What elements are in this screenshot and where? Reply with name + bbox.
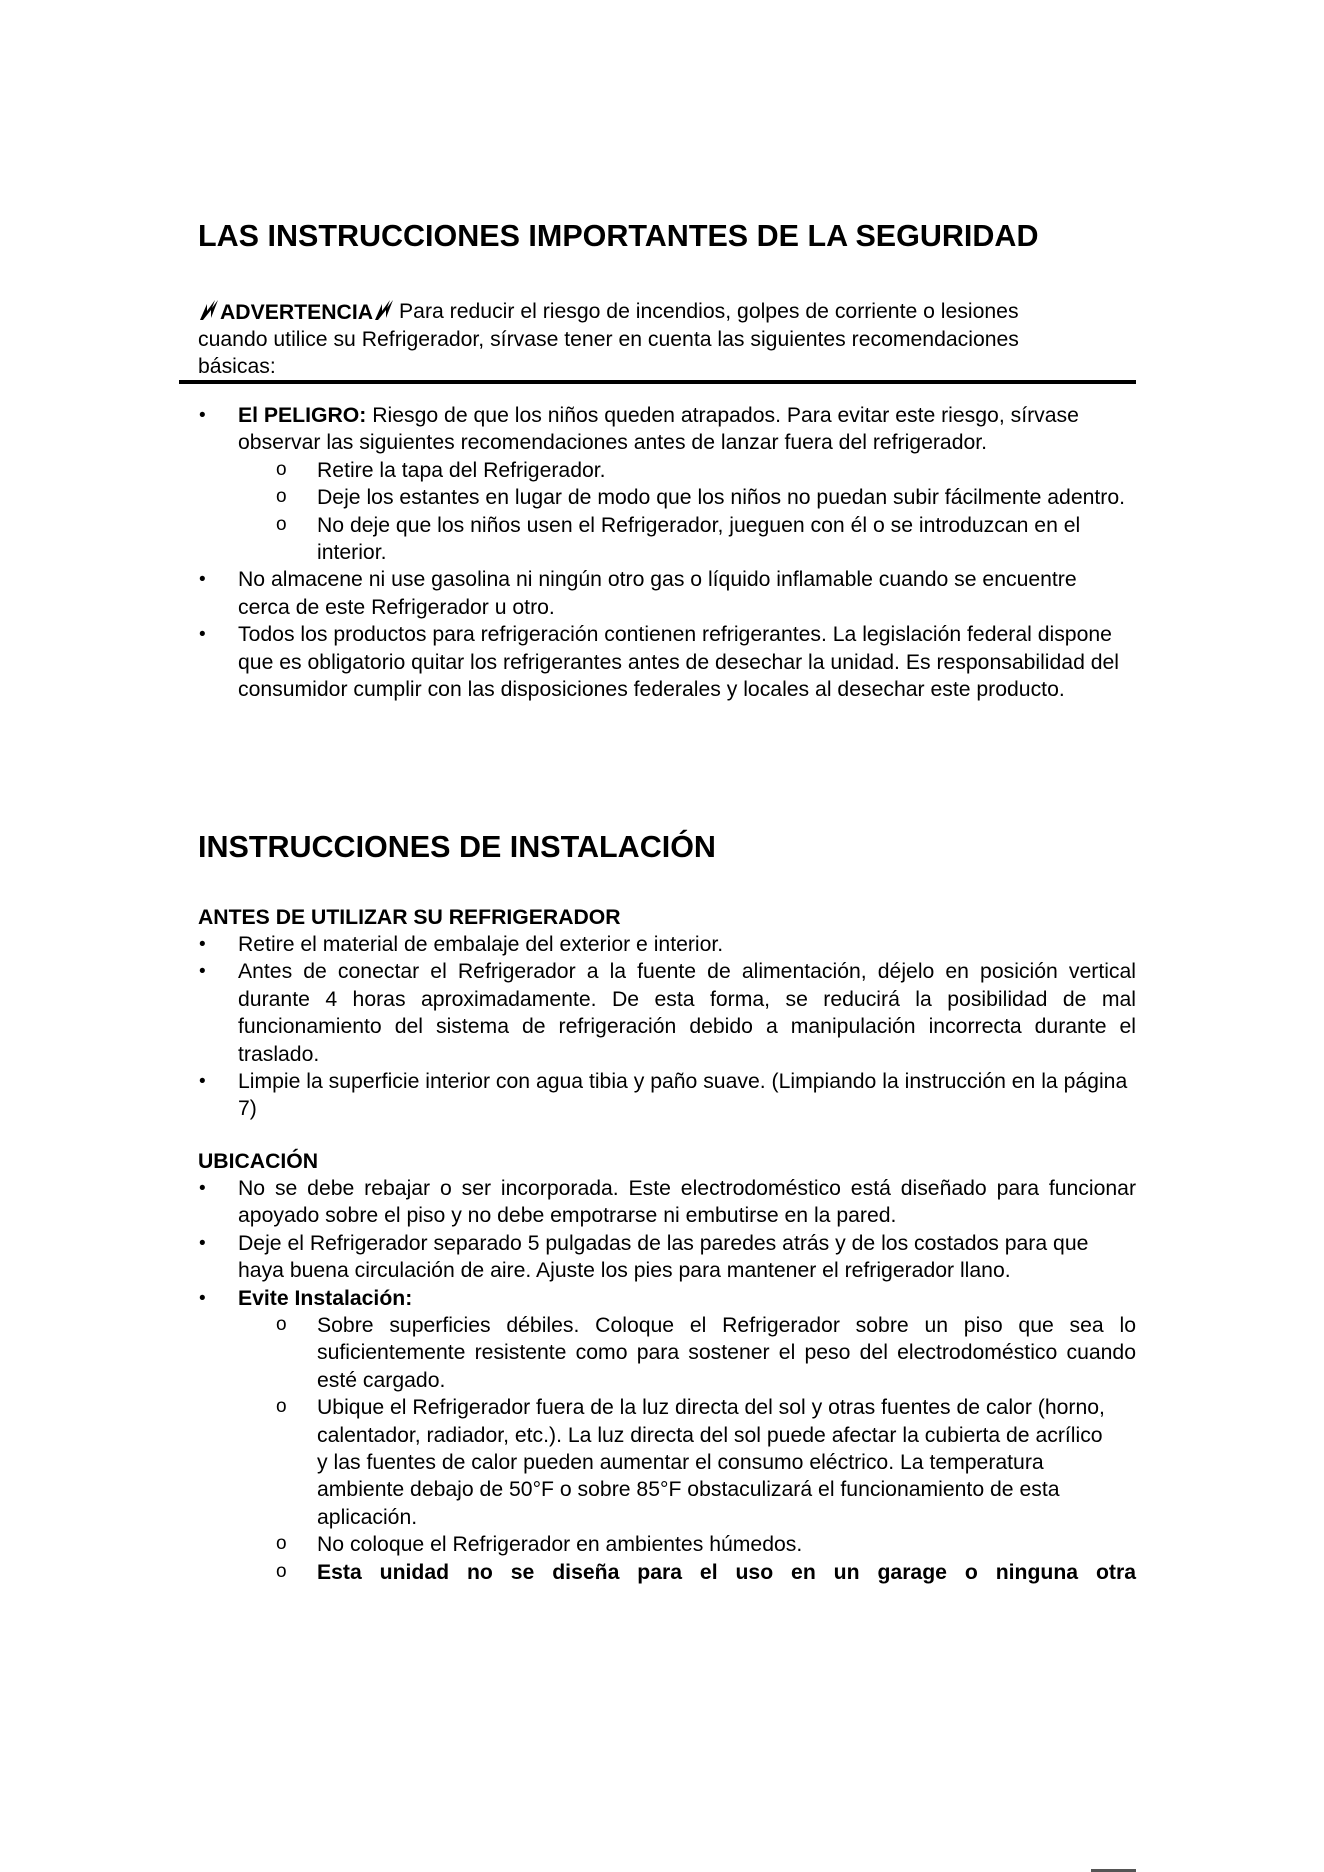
antes-list [198, 931, 1136, 1123]
lightning-bolt-icon [373, 298, 395, 322]
sub-list-item: o Retire la tapa del Refrigerador. [198, 457, 1136, 484]
list-item [198, 1285, 1136, 1312]
list-item: • Limpie la superficie interior con agua tibia y paño suave. (Limpiando la instrucción en la página 7) [198, 1068, 1136, 1123]
evite-label: Evite Instalación: [238, 1286, 413, 1310]
warning-lead [198, 298, 395, 326]
sub-list-item: o No coloque el Refrigerador en ambientes húmedos. [198, 1531, 1136, 1558]
warning-line2: cuando utilice su Refrigerador, sírvase tener en cuenta las siguientes recomendaciones [198, 328, 1019, 351]
list-item: • Antes de conectar el Refrigerador a la fuente de alimentación, déjelo en posición vertical durante 4 horas aproximadamente. De esta forma, se reducirá la posibilidad de mal funcionamiento del sistema de refrigeración debido a manipulación incorrecta durante el traslado. [198, 958, 1136, 1068]
heading-antes: ANTES DE UTILIZAR SU REFRIGERADOR [198, 906, 621, 929]
ubicacion-list [198, 1175, 1136, 1586]
list-item: • Deje el Refrigerador separado 5 pulgadas de las paredes atrás y de los costados para que haya buena circulación de aire. Ajuste los pies para mantener el refrigerador llano. [198, 1230, 1136, 1285]
sub-list-item: o Deje los estantes en lugar de modo que los niños no puedan subir fácilmente adentro. [198, 484, 1136, 511]
peligro-text: Riesgo de que los niños queden atrapados. Para evitar este riesgo, sírvase observar las siguientes recomendaciones antes de lanzar fuera del refrigerador. [238, 404, 1079, 455]
sub-list-item [198, 1559, 1136, 1586]
section-title-installation: INSTRUCCIONES DE INSTALACIÓN [198, 830, 716, 864]
sub-list-item: o Sobre superficies débiles. Coloque el Refrigerador sobre un piso que sea lo suficientemente resistente como para sostener el peso del electrodoméstico cuando esté cargado. [198, 1312, 1136, 1394]
warning-paragraph [198, 298, 1136, 380]
list-item: • No almacene ni use gasolina ni ningún otro gas o líquido inflamable cuando se encuentre cerca de este Refrigerador u otro. [198, 566, 1136, 621]
lightning-bolt-icon [198, 298, 220, 322]
peligro-label: El PELIGRO: [238, 404, 367, 427]
list-item: • No se debe rebajar o ser incorporada. Este electrodoméstico está diseñado para funcionar apoyado sobre el piso y no debe empotrarse ni embutirse en la pared. [198, 1175, 1136, 1230]
sub-list-item: o Ubique el Refrigerador fuera de la luz directa del sol y otras fuentes de calor (horno, calentador, radiador, etc.). La luz directa del sol puede afectar la cubierta de acrílico y las fuentes de calor pueden aumentar el consumo eléctrico. La temperatura ambiente debajo de 50°F o sobre 85°F obstaculizará el funcionamiento de esta aplicación. [198, 1394, 1136, 1531]
list-item [198, 402, 1136, 457]
divider-rule [179, 380, 1136, 384]
section-title-safety: LAS INSTRUCCIONES IMPORTANTES DE LA SEGURIDAD [198, 219, 1039, 253]
warning-line3: básicas: [198, 355, 276, 378]
list-item: • Todos los productos para refrigeración contienen refrigerantes. La legislación federal dispone que es obligatorio quitar los refrigerantes antes de desechar la unidad. Es responsabilidad del consumidor cumplir con las disposiciones federales y locales al desechar este producto. [198, 621, 1136, 703]
sub-list-item: o No deje que los niños usen el Refrigerador, jueguen con él o se introduzcan en el interior. [198, 512, 1136, 567]
garage-note: Esta unidad no se diseña para el uso en un garage o ninguna otra [317, 1560, 1136, 1584]
warning-label: ADVERTENCIA [220, 301, 374, 324]
safety-list [198, 402, 1136, 703]
warning-line1: Para reducir el riesgo de incendios, golpes de corriente o lesiones [399, 300, 1019, 323]
list-item: • Retire el material de embalaje del exterior e interior. [198, 931, 1136, 958]
heading-ubicacion: UBICACIÓN [198, 1150, 319, 1173]
